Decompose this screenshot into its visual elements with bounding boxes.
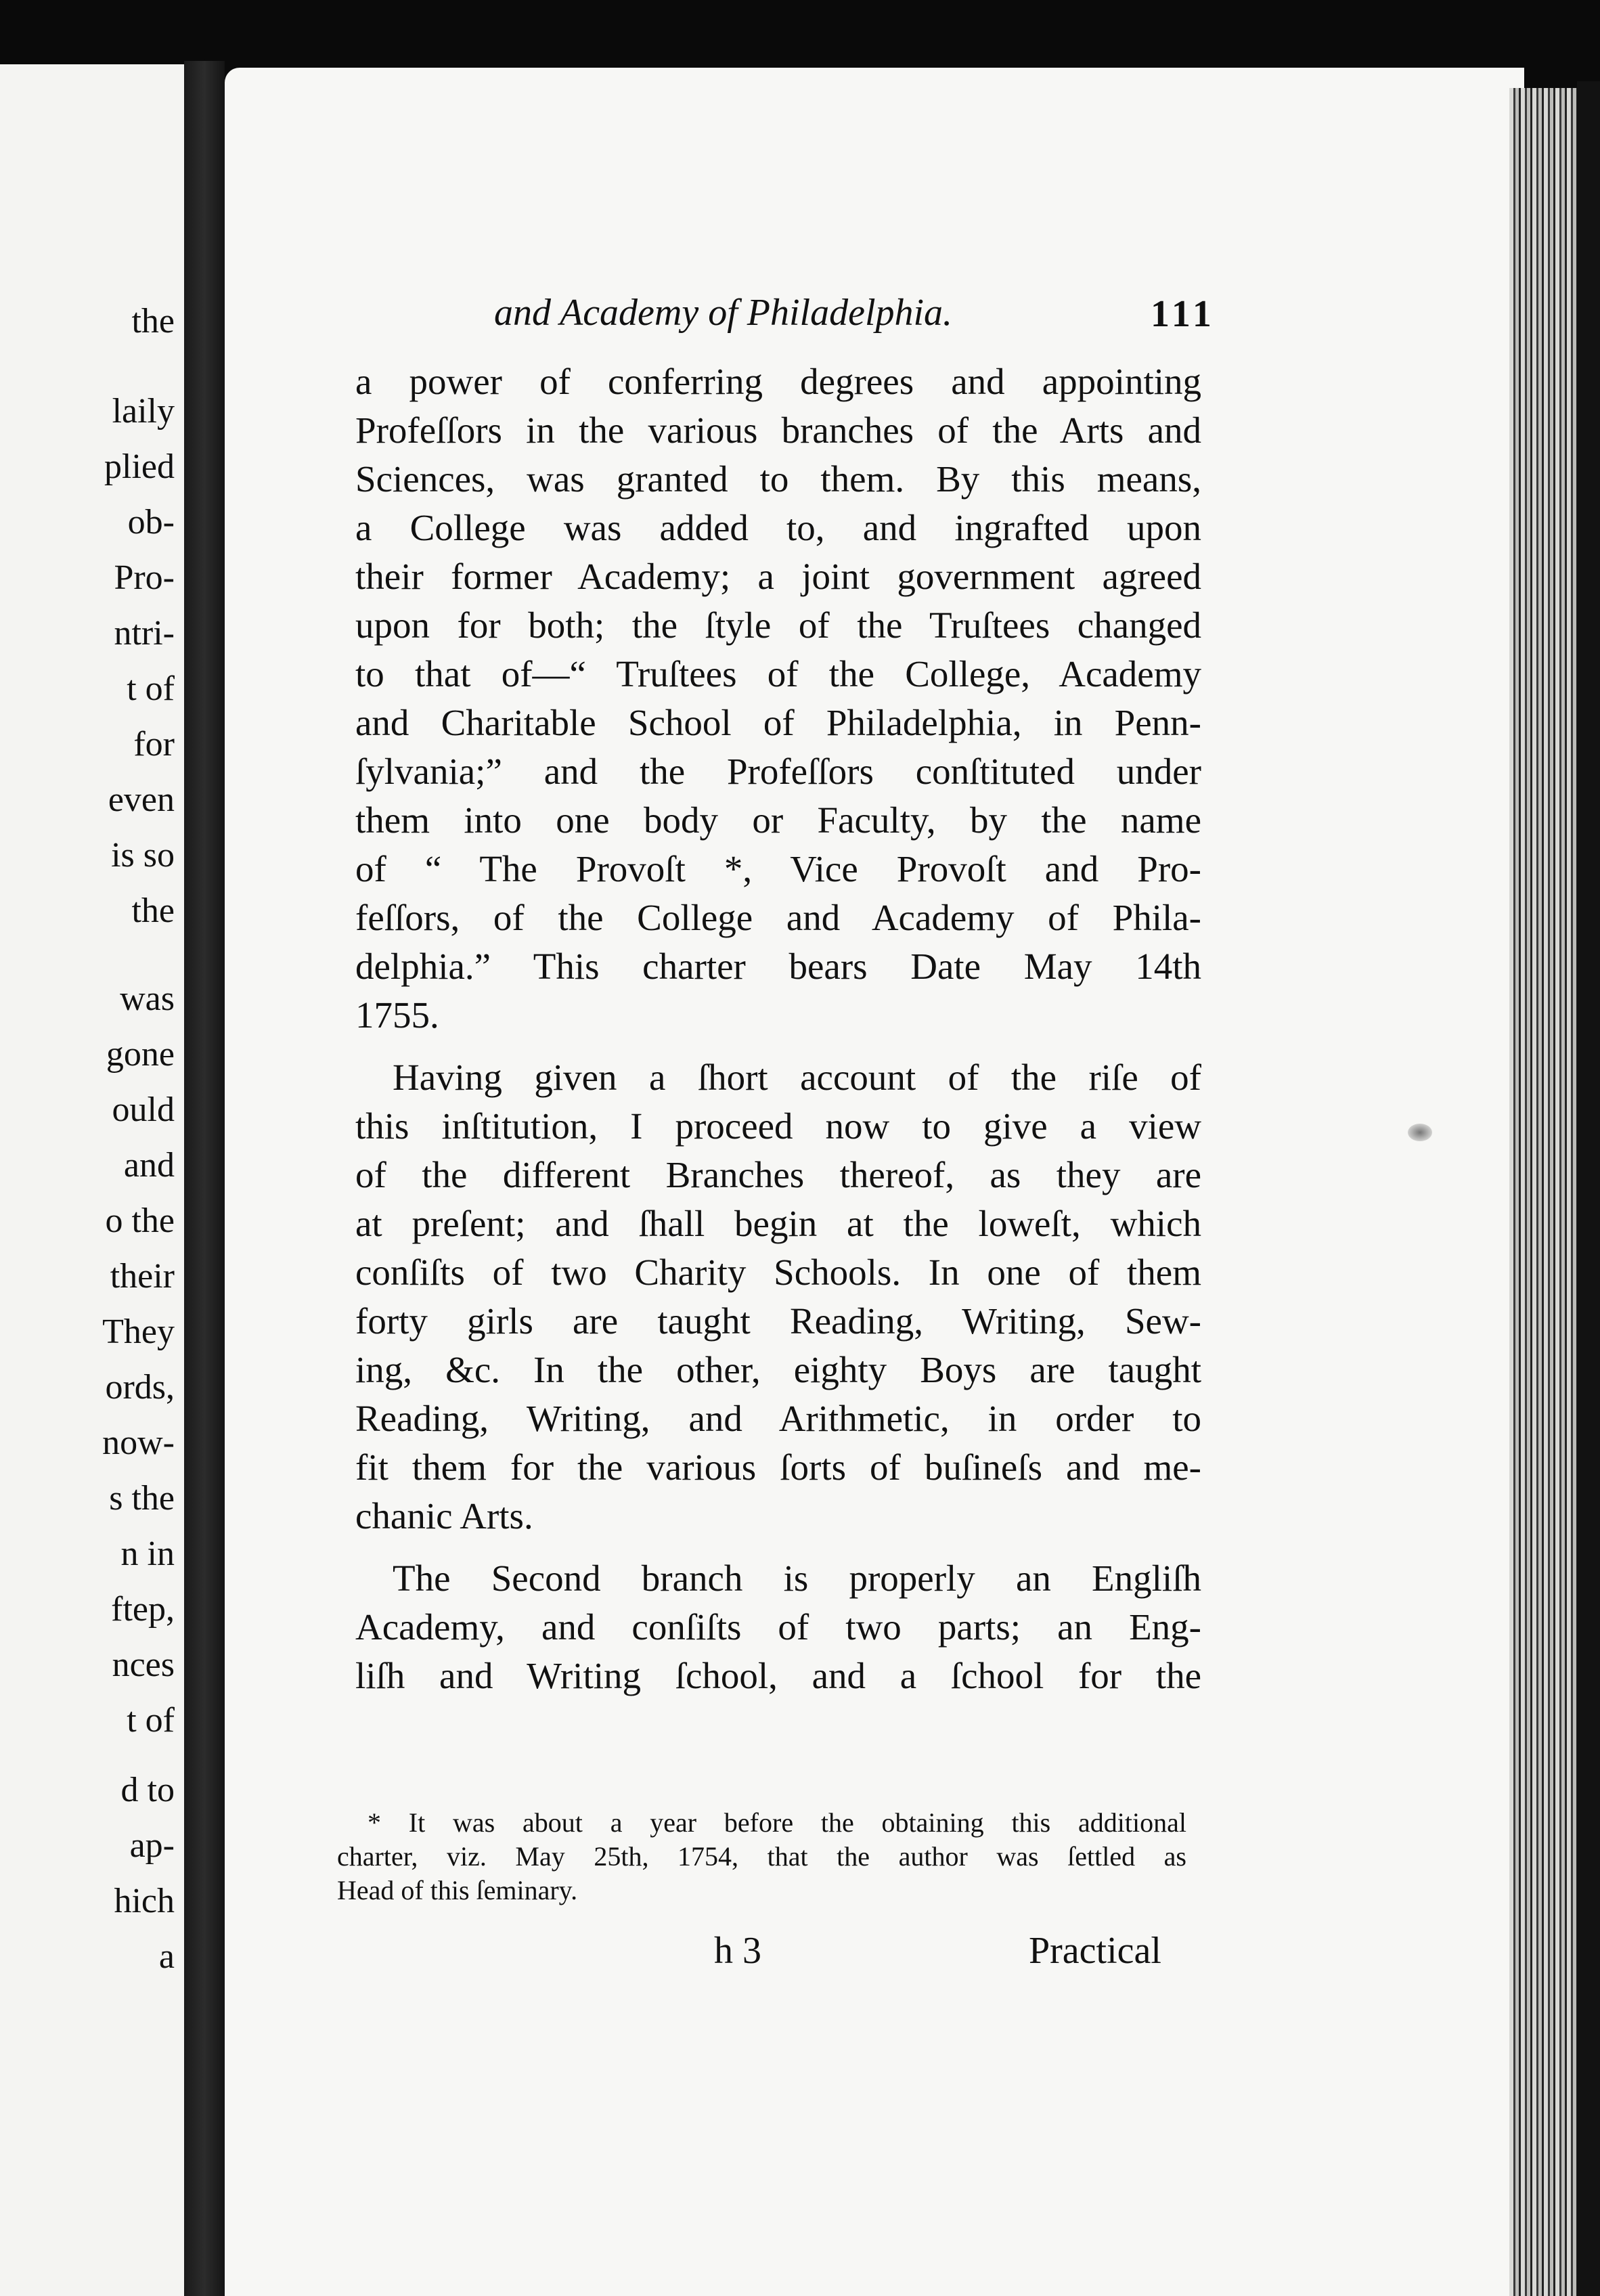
text-line: 1755.	[355, 994, 439, 1036]
left-page-fragment: now-	[102, 1423, 175, 1462]
scan-border	[1577, 81, 1600, 2296]
left-page-fragment: laily	[112, 392, 175, 430]
text-line: upon for both; the ſtyle of the Truſtees changed	[355, 604, 1201, 646]
text-line: ſylvania;” and the Profeſſors conſtituted under	[355, 751, 1201, 792]
page-number: 111	[1151, 293, 1216, 335]
text-line: of the different Branches thereof, as they are	[355, 1154, 1201, 1195]
footnote-line: charter, viz. May 25th, 1754, that the author was ſettled as	[337, 1841, 1186, 1872]
left-page-fragment: ob-	[127, 503, 175, 542]
text-line: of “ The Provoſt *, Vice Provoſt and Pro-	[355, 848, 1201, 889]
left-page-fragment: ntri-	[114, 614, 175, 653]
text-line: chanic Arts.	[355, 1495, 533, 1537]
footnote-line: Head of this ſeminary.	[337, 1875, 578, 1905]
text-line: Reading, Writing, and Arithmetic, in order to	[355, 1398, 1201, 1439]
left-page-fragment: is so	[111, 836, 175, 875]
text-line: Sciences, was granted to them. By this means,	[355, 458, 1201, 500]
left-page-fragment: for	[133, 725, 175, 764]
text-line: to that of—“ Truſtees of the College, Academy	[355, 653, 1201, 694]
footnote-line: * It was about a year before the obtaining this additional	[368, 1807, 1186, 1838]
book-gutter	[184, 61, 225, 2296]
left-page-fragment: the	[131, 302, 175, 340]
left-page-fragment: d to	[120, 1771, 175, 1809]
left-page-fragment: They	[102, 1312, 175, 1351]
footnote	[337, 1806, 1186, 1907]
left-page-fragment: ords,	[105, 1368, 175, 1407]
left-page-fragment: n in	[120, 1535, 175, 1573]
text-line: feſſors, of the College and Academy of Phila-	[355, 897, 1201, 938]
text-line: a College was added to, and ingrafted upon	[355, 507, 1201, 548]
text-line: at preſent; and ſhall begin at the loweſt, which	[355, 1203, 1201, 1244]
text-line: Academy, and conſiſts of two parts; an Eng-	[355, 1606, 1201, 1648]
left-page-fragment: o the	[105, 1201, 175, 1240]
left-page-fragment: plied	[104, 447, 175, 486]
text-line: and Charitable School of Philadelphia, in Penn-	[355, 702, 1201, 743]
left-page-fragment: ap-	[129, 1826, 175, 1865]
left-facing-page	[0, 64, 184, 2296]
text-line: them into one body or Faculty, by the name	[355, 799, 1201, 841]
left-page-fragment: was	[120, 979, 175, 1018]
signature-mark: h 3	[714, 1930, 761, 1972]
body-text	[355, 357, 1201, 1700]
text-line: this inſtitution, I proceed now to give a view	[355, 1105, 1201, 1147]
text-line: a power of conferring degrees and appointing	[355, 361, 1201, 402]
left-page-fragment: ould	[112, 1090, 175, 1129]
text-line: delphia.” This charter bears Date May 14th	[355, 946, 1201, 987]
text-line: liſh and Writing ſchool, and a ſchool for the	[355, 1655, 1201, 1696]
left-page-fragment: hich	[114, 1882, 175, 1920]
paragraph-2	[318, 1053, 1201, 1541]
left-page-fragment: a	[158, 1937, 175, 1976]
left-page-fragment: Pro-	[114, 558, 175, 597]
left-page-fragment: and	[123, 1146, 175, 1185]
left-page-fragment: ftep,	[111, 1590, 175, 1629]
text-line: The Second branch is properly an Engliſh	[393, 1558, 1201, 1599]
text-line: fit them for the various ſorts of buſineſs and me-	[355, 1447, 1201, 1488]
text-line: ing, &c. In the other, eighty Boys are taught	[355, 1349, 1201, 1390]
text-line: their former Academy; a joint government agreed	[355, 556, 1201, 597]
left-page-fragment: gone	[106, 1035, 175, 1074]
left-page-fragment: their	[110, 1257, 175, 1296]
paragraph-3	[355, 1554, 1201, 1700]
left-page-fragment: even	[108, 780, 175, 819]
text-line: Having given a ſhort account of the riſe of	[393, 1057, 1201, 1098]
paragraph-1	[355, 357, 1201, 1040]
running-title: and Academy of Philadelphia.	[494, 292, 953, 334]
text-line: forty girls are taught Reading, Writing, Sew-	[355, 1300, 1201, 1342]
left-page-fragment: t of	[127, 1701, 175, 1740]
text-line: Profeſſors in the various branches of the Arts and	[355, 410, 1201, 451]
text-line: conſiſts of two Charity Schools. In one of them	[355, 1252, 1201, 1293]
left-page-fragment: t of	[127, 669, 175, 708]
catchword: Practical	[1029, 1930, 1161, 1972]
ink-blot	[1408, 1124, 1432, 1141]
left-page-fragment: nces	[112, 1646, 175, 1684]
left-page-fragment: s the	[109, 1479, 175, 1518]
left-page-fragment: the	[131, 891, 175, 930]
